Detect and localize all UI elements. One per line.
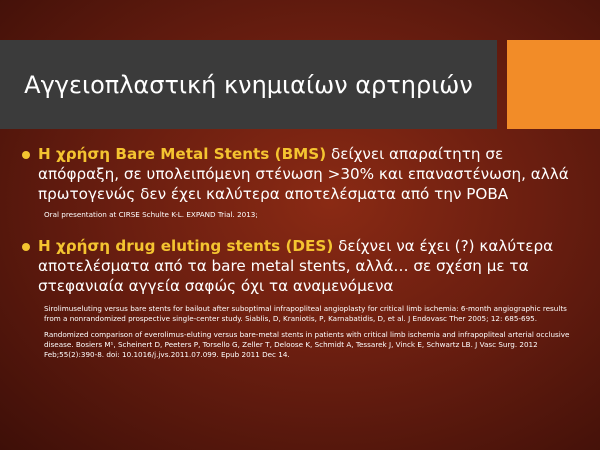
reference-text: Sirolimuseluting versus bare stents for bailout after suboptimal infrapopliteal angioplasty for critical limb ischemia: 6-month angiographic results from a nonrandomized prospective single-center study. Siablis, D, Kraniotis, P, Karnabatidis, D, et al. J Endovasc Ther 2005; 12: 685-695. [44,304,567,323]
bullet-dot-icon [22,243,30,251]
bullet-item [22,144,582,204]
bullet-highlight: Bare Metal Stents (BMS) [115,145,327,163]
bullet-item [22,236,582,296]
slide-content [22,144,582,360]
reference-text: Oral presentation at CIRSE Schulte K-L. EXPAND Trial. 2013; [44,210,258,219]
accent-box [507,40,600,129]
bullet-dot-icon [22,151,30,159]
bullet-prefix: Η χρήση [38,237,116,255]
bullet-prefix: Η χρήση [38,145,116,163]
bullet-highlight: drug eluting stents (DES) [115,237,334,255]
bullet-text: δείχνει απαραίτητη σε απόφραξη, σε υπολειπόμενη στένωση >30% και επαναστένωση, αλλά πρωτογενώς δεν έχει καλύτερα αποτελέσματα από την POBA [38,145,569,203]
reference-text: Randomized comparison of everolimus-eluting versus bare-metal stents in patients with critical limb ischemia and infrapopliteal arterial occlusive disease. Bosiers M¹, Scheinert D, Peeters P, Torsello G, Zeller T, Deloose K, Schmidt A, Tessarek J, Vinck E, Schwartz LB. J Vasc Surg. 2012 Feb;55(2):390-8. doi: 10.1016/j.jvs.2011.07.099. Epub 2011 Dec 14. [44,330,570,359]
slide-title: Αγγειοπλαστική κνημιαίων αρτηριών [24,70,473,99]
title-box [0,40,497,129]
bullet-text: δείχνει να έχει (?) καλύτερα αποτελέσματα από τα bare metal stents, αλλά… σε σχέση με τα στεφανιαία αγγεία σαφώς όχι τα αναμενόμενα [38,237,554,295]
